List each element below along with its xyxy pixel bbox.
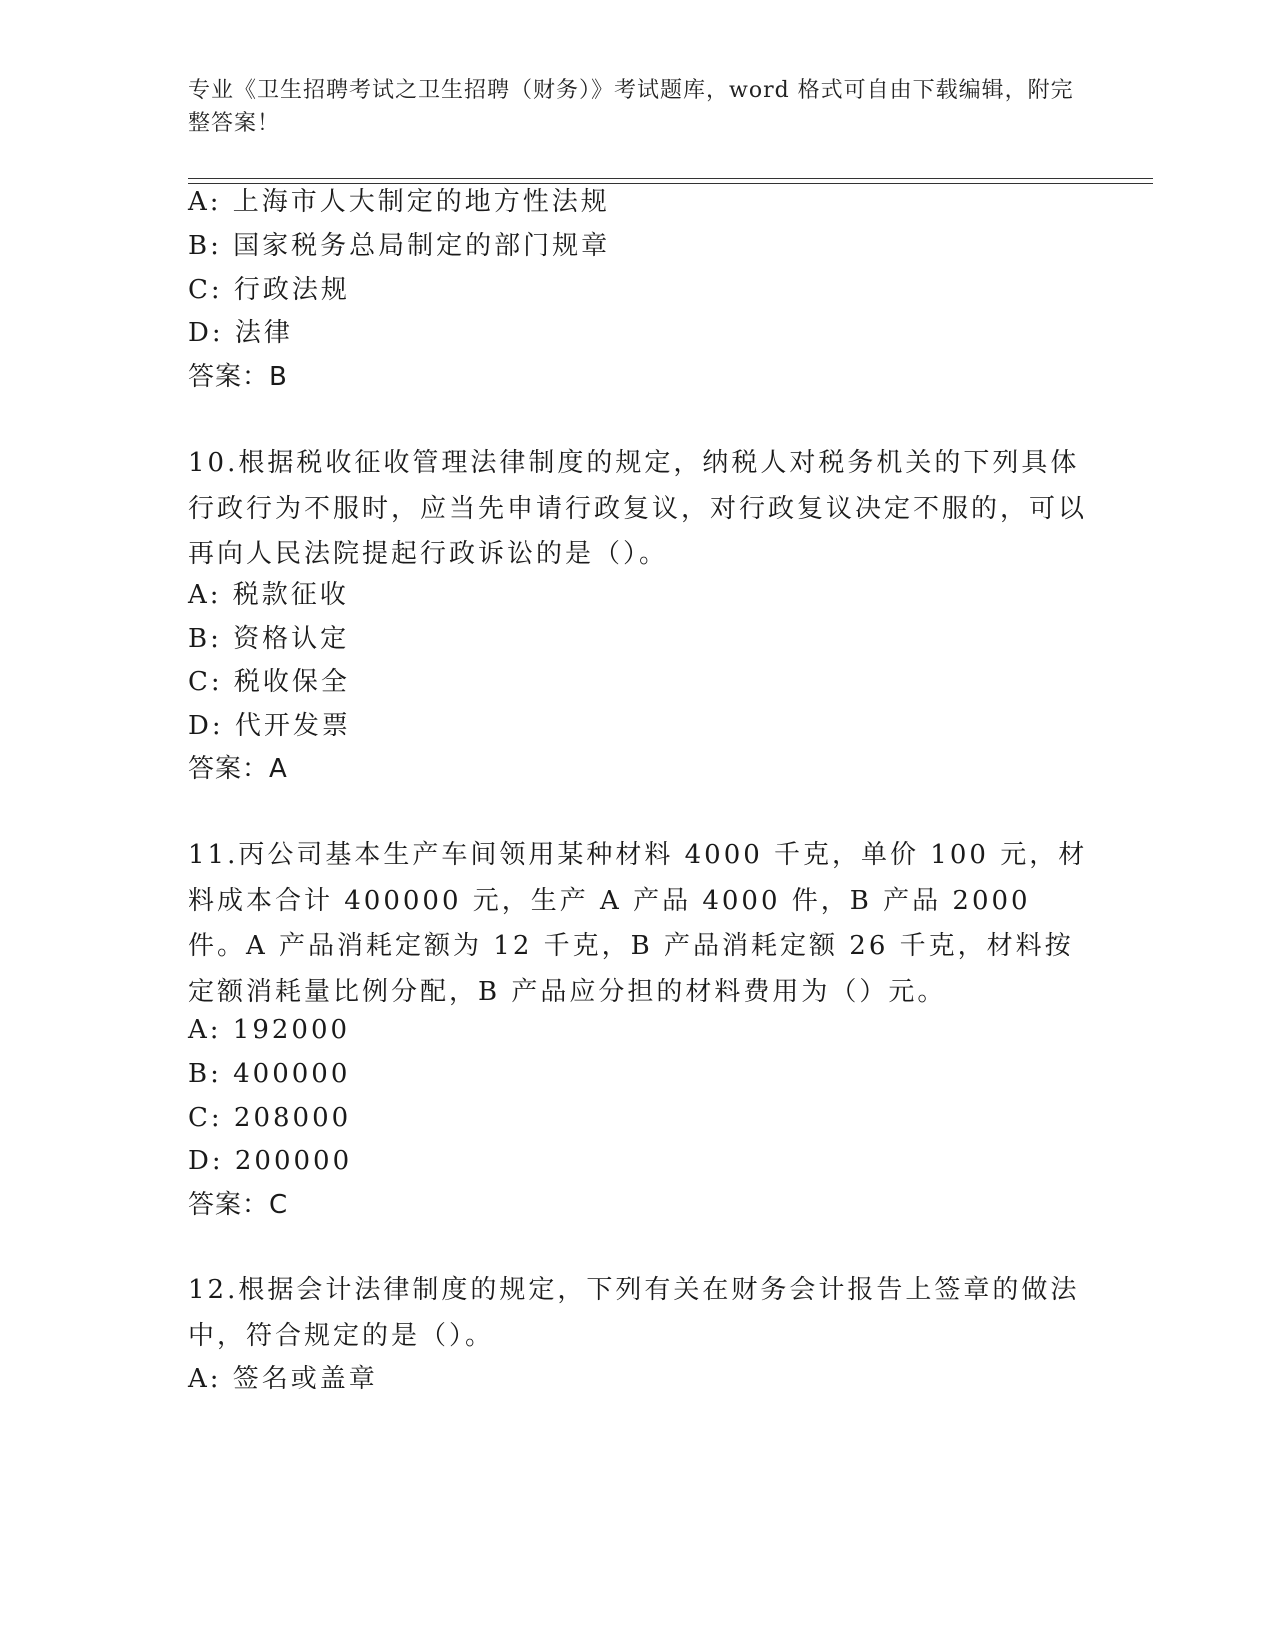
header-note: 专业《卫生招聘考试之卫生招聘（财务）》考试题库，word 格式可自由下载编辑，附完整答案！ [188,78,1074,136]
q9-option-d: D: 法律 [188,318,293,348]
q10-option-d: D: 代开发票 [188,711,351,741]
q9-option-c: C: 行政法规 [188,275,350,305]
header-rule-top [188,178,1153,179]
q11-option-b: B: 400000 [188,1059,351,1089]
q12-option-a: A: 签名或盖章 [188,1364,378,1394]
header-rule-bottom [188,183,1153,184]
q11-option-c: C: 208000 [188,1103,352,1133]
q11-stem: 11.丙公司基本生产车间领用某种材料 4000 千克，单价 100 元，材料成本合计 400000 元，生产 A 产品 4000 件，B 产品 2000 件。A 产品消耗定额为 12 千克，B 产品消耗定额 26 千克，材料按定额消耗量比例分配，B 产品应分担的材料费用为（）元。 [188,840,1088,1007]
q10-option-a: A: 税款征收 [188,580,349,610]
q10-answer: 答案：A [188,754,288,784]
q9-answer: 答案：B [188,362,288,392]
q11-option-d: D: 200000 [188,1146,353,1176]
q11-option-a: A: 192000 [188,1015,351,1045]
q11-answer: 答案：C [188,1190,289,1220]
q10-option-b: B: 资格认定 [188,624,350,654]
q10-stem: 10.根据税收征收管理法律制度的规定，纳税人对税务机关的下列具体行政行为不服时，应当先申请行政复议，对行政复议决定不服的，可以再向人民法院提起行政诉讼的是（）。 [188,448,1088,569]
q10-option-c: C: 税收保全 [188,667,350,697]
q9-option-b: B: 国家税务总局制定的部门规章 [188,231,611,261]
q9-option-a: A: 上海市人大制定的地方性法规 [188,187,610,217]
q12-stem: 12.根据会计法律制度的规定，下列有关在财务会计报告上签章的做法中，符合规定的是（）。 [188,1275,1080,1351]
